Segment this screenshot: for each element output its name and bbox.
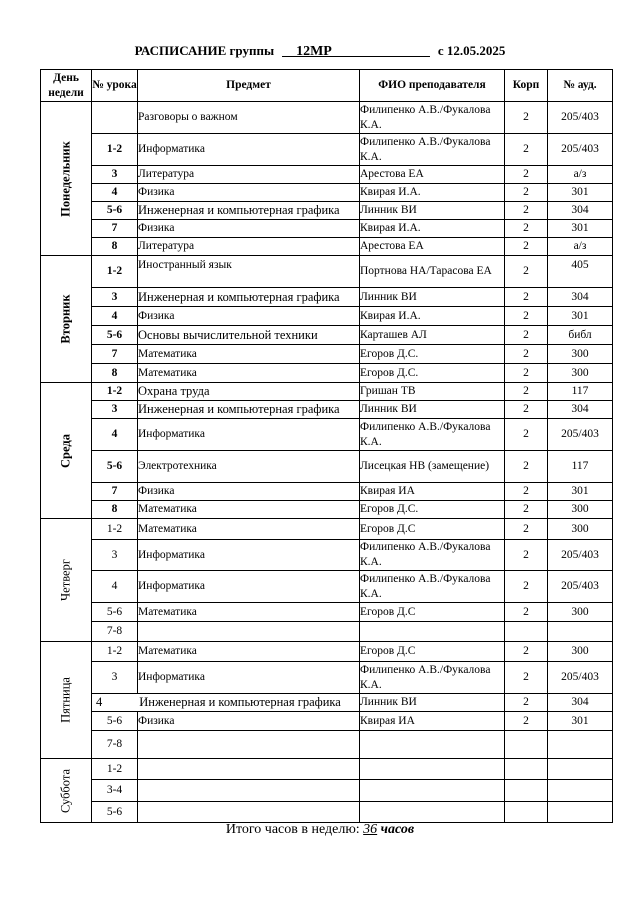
group-name: __12МР______________ <box>282 44 430 59</box>
corp-cell: 2 <box>505 571 548 603</box>
corp-cell: 2 <box>505 712 548 731</box>
lesson-num: 8 <box>92 238 138 256</box>
corp-cell: 2 <box>505 134 548 166</box>
room-cell: 205/403 <box>548 134 613 166</box>
corp-cell: 2 <box>505 288 548 307</box>
subject-cell: Инженерная и компьютерная графика <box>139 695 341 709</box>
corp-cell: 2 <box>505 662 548 694</box>
room-cell <box>548 622 613 642</box>
corp-cell <box>505 780 548 802</box>
col-header-day: День недели <box>41 70 92 102</box>
day-label: Четверг <box>58 559 73 601</box>
room-cell <box>548 731 613 759</box>
subject-cell: Электротехника <box>138 451 360 483</box>
teacher-cell <box>360 780 505 802</box>
lesson-num: 7-8 <box>92 731 138 759</box>
corp-cell: 2 <box>505 642 548 662</box>
lesson-num: 7-8 <box>92 622 138 642</box>
teacher-cell: Егоров Д.С. <box>360 501 505 519</box>
teacher-cell: Квирая ИА <box>360 712 505 731</box>
col-header-corp: Корп <box>505 70 548 102</box>
lesson-num-merged <box>92 694 360 712</box>
corp-cell: 2 <box>505 451 548 483</box>
subject-cell: Математика <box>138 603 360 622</box>
room-cell: 301 <box>548 307 613 326</box>
subject-cell: Иностранный язык <box>138 256 360 288</box>
table-row <box>41 383 613 401</box>
subject-cell: Информатика <box>138 134 360 166</box>
day-label: Среда <box>58 433 73 468</box>
lesson-num: 3 <box>92 166 138 184</box>
subject-cell: Информатика <box>138 662 360 694</box>
table-row <box>41 364 613 383</box>
table-row <box>41 571 613 603</box>
lesson-num: 1-2 <box>92 642 138 662</box>
teacher-cell: Карташев АЛ <box>360 326 505 345</box>
room-cell: 300 <box>548 364 613 383</box>
lesson-num: 5-6 <box>92 802 138 823</box>
table-row <box>41 759 613 780</box>
corp-cell: 2 <box>505 307 548 326</box>
subject-cell: Разговоры о важном <box>138 102 360 134</box>
lesson-num: 3 <box>92 540 138 571</box>
subject-cell <box>138 780 360 802</box>
lesson-num: 4 <box>96 695 103 709</box>
lesson-num: 5-6 <box>92 712 138 731</box>
table-row <box>41 166 613 184</box>
subject-cell: Информатика <box>138 540 360 571</box>
corp-cell <box>505 731 548 759</box>
room-cell: 117 <box>548 451 613 483</box>
table-row <box>41 202 613 220</box>
lesson-num: 7 <box>92 483 138 501</box>
teacher-cell: Гришан ТВ <box>360 383 505 401</box>
table-row <box>41 802 613 823</box>
subject-cell: Информатика <box>138 419 360 451</box>
teacher-cell: Линник ВИ <box>360 288 505 307</box>
corp-cell: 2 <box>505 519 548 540</box>
day-cell-wednesday <box>41 383 92 519</box>
table-row <box>41 483 613 501</box>
corp-cell: 2 <box>505 401 548 419</box>
col-header-teacher: ФИО преподавателя <box>360 70 505 102</box>
teacher-cell: Егоров Д.С <box>360 519 505 540</box>
room-cell: 205/403 <box>548 662 613 694</box>
day-cell-monday <box>41 102 92 256</box>
corp-cell: 2 <box>505 694 548 712</box>
lesson-num: 1-2 <box>92 519 138 540</box>
room-cell: 304 <box>548 694 613 712</box>
room-cell: 304 <box>548 288 613 307</box>
day-cell-thursday <box>41 519 92 642</box>
subject-cell: Информатика <box>138 571 360 603</box>
teacher-cell: Линник ВИ <box>360 694 505 712</box>
table-row <box>41 642 613 662</box>
teacher-cell: Филипенко А.В./Фукалова К.А. <box>360 662 505 694</box>
teacher-cell: Филипенко А.В./Фукалова К.А. <box>360 419 505 451</box>
day-cell-tuesday <box>41 256 92 383</box>
room-cell: 300 <box>548 642 613 662</box>
teacher-cell: Квирая И.А. <box>360 220 505 238</box>
room-cell: 300 <box>548 519 613 540</box>
day-label: Понедельник <box>58 140 73 217</box>
teacher-cell <box>360 622 505 642</box>
room-cell: 300 <box>548 501 613 519</box>
room-cell: 205/403 <box>548 419 613 451</box>
table-row <box>41 345 613 364</box>
date-label: с 12.05.2025 <box>437 43 506 58</box>
table-row <box>41 451 613 483</box>
room-cell: 300 <box>548 345 613 364</box>
teacher-cell: Филипенко А.В./Фукалова К.А. <box>360 102 505 134</box>
day-cell-saturday <box>41 759 92 823</box>
teacher-cell: Филипенко А.В./Фукалова К.А. <box>360 134 505 166</box>
table-row <box>41 220 613 238</box>
table-row <box>41 102 613 134</box>
corp-cell: 2 <box>505 603 548 622</box>
lesson-num: 1-2 <box>92 256 138 288</box>
lesson-num: 8 <box>92 501 138 519</box>
room-cell: 205/403 <box>548 540 613 571</box>
table-row <box>41 712 613 731</box>
subject-cell: Математика <box>138 345 360 364</box>
corp-cell <box>505 802 548 823</box>
lesson-num <box>92 102 138 134</box>
lesson-num: 5-6 <box>92 326 138 345</box>
teacher-cell: Квирая И.А. <box>360 184 505 202</box>
room-cell: 301 <box>548 712 613 731</box>
teacher-cell: Линник ВИ <box>360 202 505 220</box>
lesson-num: 4 <box>92 307 138 326</box>
corp-cell <box>505 622 548 642</box>
lesson-num: 7 <box>92 345 138 364</box>
table-row <box>41 134 613 166</box>
subject-cell <box>138 802 360 823</box>
lesson-num: 3 <box>92 662 138 694</box>
table-row <box>41 401 613 419</box>
lesson-num: 1-2 <box>92 759 138 780</box>
lesson-num: 1-2 <box>92 383 138 401</box>
subject-cell: Инженерная и компьютерная графика <box>138 401 360 419</box>
col-header-room: № ауд. <box>548 70 613 102</box>
subject-cell: Инженерная и компьютерная графика <box>138 202 360 220</box>
subject-cell: Математика <box>138 501 360 519</box>
teacher-cell <box>360 802 505 823</box>
room-cell: 304 <box>548 401 613 419</box>
lesson-num: 5-6 <box>92 603 138 622</box>
room-cell: 117 <box>548 383 613 401</box>
subject-cell: Литература <box>138 238 360 256</box>
room-cell <box>548 759 613 780</box>
day-cell-friday <box>41 642 92 759</box>
corp-cell: 2 <box>505 256 548 288</box>
day-label: Пятница <box>58 677 73 723</box>
title-prefix: РАСПИСАНИЕ группы <box>134 43 275 58</box>
lesson-num: 1-2 <box>92 134 138 166</box>
table-row <box>41 780 613 802</box>
table-row <box>41 184 613 202</box>
subject-cell: Охрана труда <box>138 383 360 401</box>
room-cell: 205/403 <box>548 571 613 603</box>
corp-cell: 2 <box>505 166 548 184</box>
subject-cell: Математика <box>138 364 360 383</box>
lesson-num: 3 <box>92 288 138 307</box>
header-row <box>41 70 613 102</box>
corp-cell: 2 <box>505 419 548 451</box>
teacher-cell <box>360 731 505 759</box>
room-cell: библ <box>548 326 613 345</box>
subject-cell: Математика <box>138 642 360 662</box>
teacher-cell: Лисецкая НВ (замещение) <box>360 451 505 483</box>
table-row <box>41 288 613 307</box>
lesson-num: 4 <box>92 419 138 451</box>
subject-cell <box>138 731 360 759</box>
corp-cell: 2 <box>505 238 548 256</box>
corp-cell: 2 <box>505 540 548 571</box>
table-row <box>41 694 613 712</box>
day-label: Суббота <box>58 768 73 813</box>
subject-cell: Физика <box>138 712 360 731</box>
day-label: Вторник <box>58 294 73 344</box>
teacher-cell: Портнова НА/Тарасова ЕА <box>360 256 505 288</box>
room-cell: 304 <box>548 202 613 220</box>
room-cell: 300 <box>548 603 613 622</box>
table-row <box>41 603 613 622</box>
lesson-num: 7 <box>92 220 138 238</box>
teacher-cell: Филипенко А.В./Фукалова К.А. <box>360 540 505 571</box>
table-row <box>41 256 613 288</box>
table-row <box>41 622 613 642</box>
room-cell <box>548 780 613 802</box>
lesson-num: 5-6 <box>92 202 138 220</box>
total-hours: 36 <box>363 822 378 837</box>
teacher-cell: Арестова ЕА <box>360 166 505 184</box>
room-cell: а/з <box>548 238 613 256</box>
col-header-subject: Предмет <box>138 70 360 102</box>
teacher-cell: Филипенко А.В./Фукалова К.А. <box>360 571 505 603</box>
teacher-cell: Квирая И.А. <box>360 307 505 326</box>
teacher-cell: Егоров Д.С <box>360 603 505 622</box>
table-row <box>41 662 613 694</box>
schedule-table <box>40 69 613 823</box>
teacher-cell: Арестова ЕА <box>360 238 505 256</box>
lesson-num: 8 <box>92 364 138 383</box>
table-row <box>41 307 613 326</box>
subject-cell: Физика <box>138 184 360 202</box>
total-unit: часов <box>380 822 415 837</box>
corp-cell: 2 <box>505 202 548 220</box>
table-row <box>41 501 613 519</box>
room-cell: а/з <box>548 166 613 184</box>
subject-cell: Физика <box>138 483 360 501</box>
table-row <box>41 238 613 256</box>
corp-cell: 2 <box>505 326 548 345</box>
subject-cell: Основы вычислительной техники <box>138 326 360 345</box>
room-cell: 301 <box>548 220 613 238</box>
teacher-cell: Линник ВИ <box>360 401 505 419</box>
corp-cell: 2 <box>505 483 548 501</box>
teacher-cell <box>360 759 505 780</box>
teacher-cell: Егоров Д.С <box>360 642 505 662</box>
corp-cell: 2 <box>505 501 548 519</box>
corp-cell: 2 <box>505 383 548 401</box>
subject-cell: Инженерная и компьютерная графика <box>138 288 360 307</box>
table-row <box>41 326 613 345</box>
table-row <box>41 519 613 540</box>
weekly-total <box>0 822 640 838</box>
corp-cell <box>505 759 548 780</box>
room-cell: 205/403 <box>548 102 613 134</box>
teacher-cell: Егоров Д.С. <box>360 345 505 364</box>
lesson-num: 4 <box>92 184 138 202</box>
total-prefix: Итого часов в неделю: <box>225 822 360 837</box>
subject-cell <box>138 759 360 780</box>
table-row <box>41 419 613 451</box>
corp-cell: 2 <box>505 102 548 134</box>
subject-cell: Математика <box>138 519 360 540</box>
lesson-num: 3 <box>92 401 138 419</box>
subject-cell: Литература <box>138 166 360 184</box>
corp-cell: 2 <box>505 364 548 383</box>
lesson-num: 5-6 <box>92 451 138 483</box>
schedule-title <box>0 43 640 60</box>
room-cell <box>548 802 613 823</box>
teacher-cell: Егоров Д.С. <box>360 364 505 383</box>
room-cell: 301 <box>548 483 613 501</box>
col-header-num: № урока <box>92 70 138 102</box>
corp-cell: 2 <box>505 184 548 202</box>
teacher-cell: Квирая ИА <box>360 483 505 501</box>
subject-cell: Физика <box>138 307 360 326</box>
table-row <box>41 540 613 571</box>
room-cell: 405 <box>548 256 613 288</box>
lesson-num: 4 <box>92 571 138 603</box>
subject-cell <box>138 622 360 642</box>
corp-cell: 2 <box>505 345 548 364</box>
subject-cell: Физика <box>138 220 360 238</box>
corp-cell: 2 <box>505 220 548 238</box>
room-cell: 301 <box>548 184 613 202</box>
table-row <box>41 731 613 759</box>
lesson-num: 3-4 <box>92 780 138 802</box>
